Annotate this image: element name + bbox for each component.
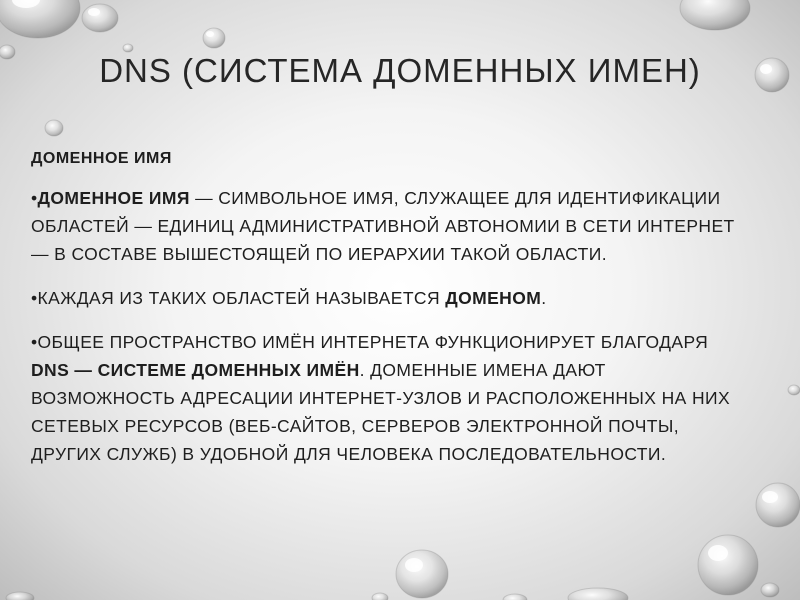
- bullet-marker: •: [31, 332, 38, 352]
- term-domain: ДОМЕНОМ: [445, 288, 542, 308]
- droplet: [0, 0, 80, 38]
- paragraph-text: .: [541, 288, 547, 308]
- droplet: [761, 583, 779, 597]
- slide-body: [31, 150, 746, 484]
- bullet-paragraph: [31, 328, 746, 468]
- term-domain-name: ДОМЕННОЕ ИМЯ: [37, 188, 190, 208]
- bullet-paragraph: [31, 284, 746, 312]
- droplet: [755, 58, 789, 92]
- paragraph-text: КАЖДАЯ ИЗ ТАКИХ ОБЛАСТЕЙ НАЗЫВАЕТСЯ: [37, 288, 446, 308]
- droplet: [756, 483, 800, 527]
- droplet: [0, 45, 15, 59]
- paragraph-text: — СИМВОЛЬНОЕ ИМЯ, СЛУЖАЩЕЕ ДЛЯ ИДЕНТИФИКАЦИИ ОБЛАСТЕЙ — ЕДИНИЦ АДМИНИСТРАТИВНОЙ АВТОНОМИИ В СЕТИ ИНТЕРНЕТ — В СОСТАВЕ ВЫШЕСТОЯЩЕЙ ПО ИЕРАРХИИ ТАКОЙ ОБЛАСТИ.: [31, 188, 735, 264]
- paragraph-text: ОБЩЕЕ ПРОСТРАНСТВО ИМЁН ИНТЕРНЕТА ФУНКЦИОНИРУЕТ БЛАГОДАРЯ: [37, 332, 709, 352]
- term-dns: DNS — СИСТЕМЕ ДОМЕННЫХ ИМЁН: [31, 360, 360, 380]
- droplet: [6, 592, 34, 600]
- droplet: [503, 594, 527, 600]
- droplet: [45, 120, 63, 136]
- bullet-marker: •: [31, 288, 38, 308]
- droplet: [788, 385, 800, 395]
- paragraph-text: . ДОМЕННЫЕ ИМЕНА ДАЮТ ВОЗМОЖНОСТЬ АДРЕСАЦИИ ИНТЕРНЕТ-УЗЛОВ И РАСПОЛОЖЕННЫХ НА НИХ СЕТЕВЫХ РЕСУРСОВ (ВЕБ-САЙТОВ, СЕРВЕРОВ ЭЛЕКТРОННОЙ ПОЧТЫ, ДРУГИХ СЛУЖБ) В УДОБНОЙ ДЛЯ ЧЕЛОВЕКА ПОСЛЕДОВАТЕЛЬНОСТИ.: [31, 360, 731, 464]
- droplet: [698, 535, 758, 595]
- droplet: [82, 4, 118, 32]
- droplet: [396, 550, 448, 598]
- subheading: ДОМЕННОЕ ИМЯ: [31, 150, 172, 167]
- droplet: [680, 0, 750, 30]
- droplet: [568, 588, 628, 600]
- slide-title: DNS (СИСТЕМА ДОМЕННЫХ ИМЕН): [99, 52, 701, 89]
- droplet: [203, 28, 225, 48]
- bullet-paragraph: [31, 184, 746, 268]
- bullet-marker: •: [31, 188, 38, 208]
- droplet: [372, 593, 388, 600]
